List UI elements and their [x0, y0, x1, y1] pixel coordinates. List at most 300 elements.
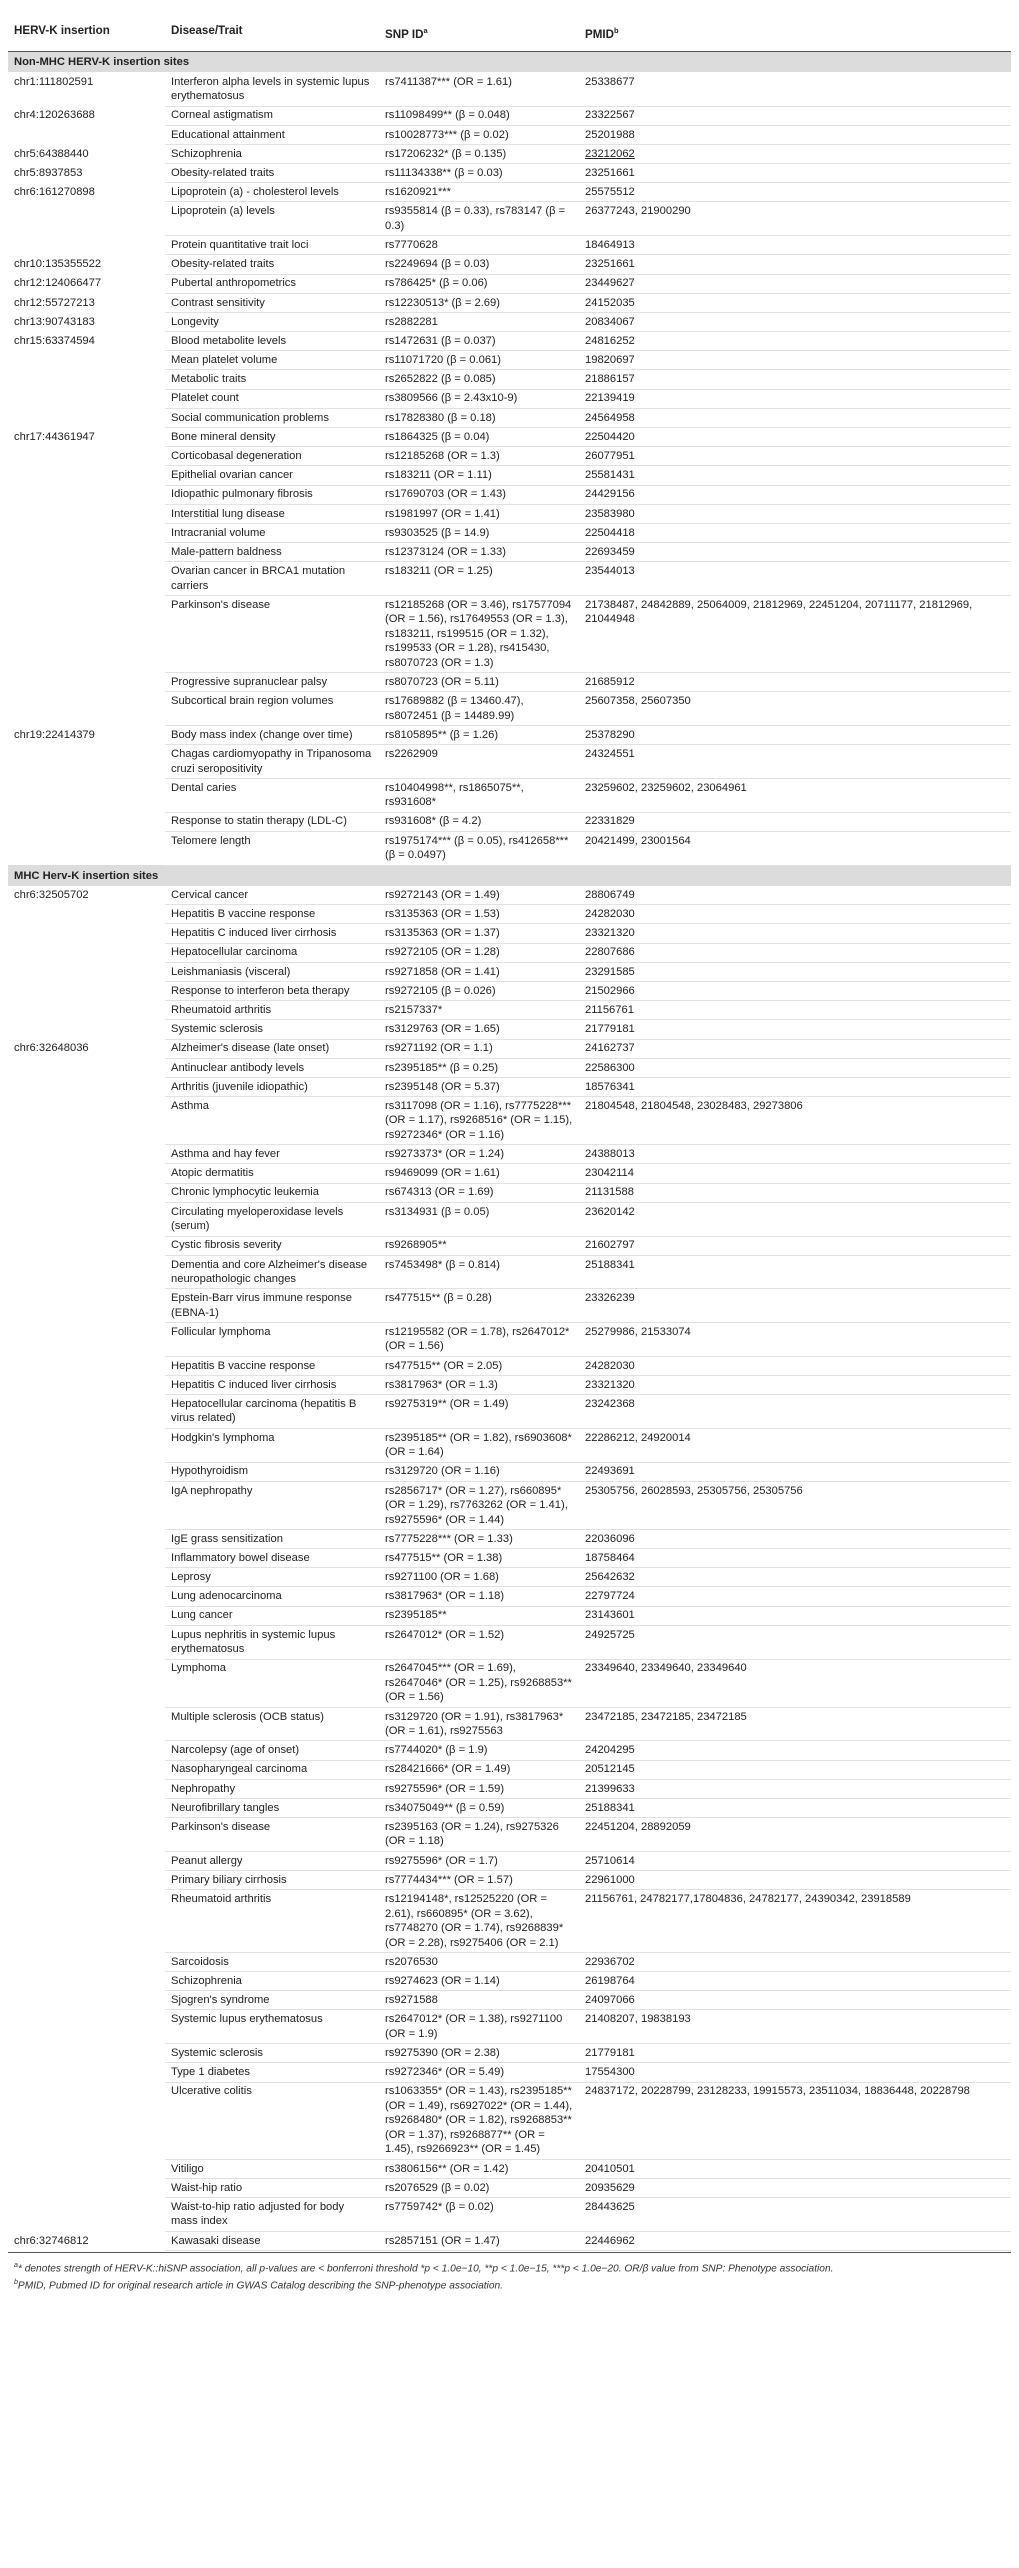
cell-pmid: 24204295 — [579, 1741, 1011, 1760]
cell-insertion — [8, 1851, 165, 1870]
cell-insertion: chr12:55727213 — [8, 293, 165, 312]
cell-pmid: 24282030 — [579, 1356, 1011, 1375]
cell-snp: rs12195582 (OR = 1.78), rs2647012* (OR = 1.56) — [379, 1323, 579, 1357]
cell-pmid: 22036096 — [579, 1529, 1011, 1548]
cell-insertion — [8, 596, 165, 673]
cell-disease: Follicular lymphoma — [165, 1323, 379, 1357]
cell-disease: Schizophrenia — [165, 1972, 379, 1991]
cell-snp: rs9274623 (OR = 1.14) — [379, 1972, 579, 1991]
cell-pmid: 21886157 — [579, 370, 1011, 389]
cell-pmid: 25642632 — [579, 1568, 1011, 1587]
cell-insertion: chr6:32505702 — [14, 888, 89, 901]
cell-insertion: chr5:64388440 — [8, 144, 165, 163]
table-row — [8, 1097, 1011, 1145]
cell-snp: rs9271858 (OR = 1.41) — [379, 962, 579, 981]
cell-insertion: chr1:111802591 — [14, 75, 94, 88]
cell-snp: rs3135363 (OR = 1.37) — [379, 924, 579, 943]
cell-insertion — [8, 485, 165, 504]
table-row — [8, 1323, 1011, 1357]
cell-pmid: 26077951 — [579, 447, 1011, 466]
cell-pmid: 23291585 — [579, 962, 1011, 981]
cell-snp: rs17690703 (OR = 1.43) — [379, 485, 579, 504]
cell-snp: rs7774434*** (OR = 1.57) — [379, 1871, 579, 1890]
table-row — [8, 1236, 1011, 1255]
cell-disease: Telomere length — [165, 831, 379, 865]
table-row — [8, 1481, 1011, 1529]
cell-disease: Epstein-Barr virus immune response (EBNA-1) — [165, 1289, 379, 1323]
table-row — [8, 2044, 1011, 2063]
cell-disease: Nephropathy — [165, 1779, 379, 1798]
cell-disease: Subcortical brain region volumes — [165, 692, 379, 726]
table-row — [8, 428, 1011, 447]
cell-pmid: 21131588 — [579, 1183, 1011, 1202]
cell-disease: Leprosy — [165, 1568, 379, 1587]
cell-snp: rs2647012* (OR = 1.38), rs9271100 (OR = 1.9) — [379, 2010, 579, 2044]
cell-insertion — [8, 466, 165, 485]
table-row — [8, 905, 1011, 924]
cell-snp: rs11098499** (β = 0.048) — [379, 106, 579, 125]
cell-disease: Response to statin therapy (LDL-C) — [165, 812, 379, 831]
cell-insertion — [8, 943, 165, 962]
cell-disease: Response to interferon beta therapy — [165, 981, 379, 1000]
table-row — [8, 202, 1011, 236]
table-row — [8, 596, 1011, 673]
cell-insertion — [8, 2159, 165, 2178]
table-row — [8, 1001, 1011, 1020]
cell-insertion — [8, 1952, 165, 1971]
cell-snp: rs11071720 (β = 0.061) — [379, 351, 579, 370]
cell-pmid: 25305756, 26028593, 25305756, 25305756 — [579, 1481, 1011, 1529]
cell-disease: Circulating myeloperoxidase levels (serum) — [165, 1202, 379, 1236]
table-row — [8, 293, 1011, 312]
cell-insertion: chr10:135355522 — [8, 255, 165, 274]
cell-snp: rs2652822 (β = 0.085) — [379, 370, 579, 389]
cell-pmid: 22286212, 24920014 — [579, 1428, 1011, 1462]
header-snp-footnote-mark: a — [423, 26, 428, 35]
cell-disease: Male-pattern baldness — [165, 543, 379, 562]
cell-pmid: 22504420 — [579, 428, 1011, 447]
table-row — [8, 485, 1011, 504]
cell-snp: rs9303525 (β = 14.9) — [379, 523, 579, 542]
cell-pmid: 22693459 — [579, 543, 1011, 562]
cell-insertion — [8, 2198, 165, 2232]
cell-disease: Multiple sclerosis (OCB status) — [165, 1707, 379, 1741]
cell-disease: Obesity-related traits — [165, 255, 379, 274]
cell-disease: Hepatitis C induced liver cirrhosis — [165, 1375, 379, 1394]
cell-pmid: 22797724 — [579, 1587, 1011, 1606]
cell-insertion — [8, 981, 165, 1000]
cell-disease: Dental caries — [165, 778, 379, 812]
cell-disease: Ovarian cancer in BRCA1 mutation carriers — [165, 562, 379, 596]
table-row — [8, 1356, 1011, 1375]
cell-disease: Schizophrenia — [165, 144, 379, 163]
cell-insertion — [8, 1145, 165, 1164]
section-title: MHC Herv-K insertion sites — [8, 865, 1011, 886]
cell-snp: rs2856717* (OR = 1.27), rs660895* (OR = 1.29), rs7763262 (OR = 1.41), rs9275596* (OR = 1.44) — [379, 1481, 579, 1529]
cell-snp: rs9272143 (OR = 1.49) — [379, 886, 579, 905]
cell-disease: Inflammatory bowel disease — [165, 1549, 379, 1568]
cell-snp: rs3806156** (OR = 1.42) — [379, 2159, 579, 2178]
table-row — [8, 1202, 1011, 1236]
cell-snp: rs7453498* (β = 0.814) — [379, 1255, 579, 1289]
cell-pmid: 20421499, 23001564 — [579, 831, 1011, 865]
cell-insertion — [8, 1760, 165, 1779]
cell-pmid: 24816252 — [579, 332, 1011, 351]
cell-pmid: 22446962 — [579, 2231, 1011, 2250]
table-row — [8, 778, 1011, 812]
cell-insertion — [8, 2044, 165, 2063]
cell-insertion — [8, 2063, 165, 2082]
cell-pmid: 25338677 — [579, 72, 1011, 106]
cell-disease: Leishmaniasis (visceral) — [165, 962, 379, 981]
cell-disease: Alzheimer's disease (late onset) — [165, 1039, 379, 1058]
cell-disease: Bone mineral density — [165, 428, 379, 447]
cell-snp: rs2157337* — [379, 1001, 579, 1020]
table-row — [8, 332, 1011, 351]
cell-snp: rs2857151 (OR = 1.47) — [379, 2231, 579, 2250]
cell-snp: rs931608* (β = 4.2) — [379, 812, 579, 831]
cell-snp: rs9268905** — [379, 1236, 579, 1255]
table-row — [8, 1659, 1011, 1707]
cell-disease: Educational attainment — [165, 125, 379, 144]
cell-snp: rs9271100 (OR = 1.68) — [379, 1568, 579, 1587]
cell-insertion — [8, 236, 165, 255]
cell-snp: rs9275596* (OR = 1.59) — [379, 1779, 579, 1798]
table-row — [8, 447, 1011, 466]
cell-pmid: 23212062 — [579, 144, 1011, 163]
footnote-a: $^a$* denotes strength of HERV-K::hiSNP association, all p-values are < bonferroni threshold *p < 1.0e−10, **p < 1.0e−15, ***p < 1.0e−20. OR/β value from SNP: Phenotype association. — [14, 2261, 834, 2275]
table-row — [8, 255, 1011, 274]
cell-insertion — [8, 1991, 165, 2010]
cell-snp: rs477515** (β = 0.28) — [379, 1289, 579, 1323]
cell-disease: Waist-to-hip ratio adjusted for body mass index — [165, 2198, 379, 2232]
cell-pmid: 22961000 — [579, 1871, 1011, 1890]
cell-disease: Waist-hip ratio — [165, 2178, 379, 2197]
table-row — [8, 1568, 1011, 1587]
cell-disease: Parkinson's disease — [165, 1818, 379, 1852]
table-row — [8, 389, 1011, 408]
cell-pmid: 20512145 — [579, 1760, 1011, 1779]
cell-snp: rs2647045*** (OR = 1.69), rs2647046* (OR = 1.25), rs9268853** (OR = 1.56) — [379, 1659, 579, 1707]
cell-snp: rs2395185** (OR = 1.82), rs6903608* (OR = 1.64) — [379, 1428, 579, 1462]
cell-insertion — [8, 1890, 165, 1953]
cell-insertion: chr6:161270898 — [8, 183, 165, 202]
cell-snp: rs1864325 (β = 0.04) — [379, 428, 579, 447]
cell-insertion — [8, 389, 165, 408]
cell-pmid: 23242368 — [579, 1395, 1011, 1429]
table-row — [8, 1952, 1011, 1971]
cell-snp: rs9469099 (OR = 1.61) — [379, 1164, 579, 1183]
cell-insertion — [8, 924, 165, 943]
cell-disease: Chagas cardiomyopathy in Tripanosoma cruzi seropositivity — [165, 745, 379, 779]
cell-snp: rs9275596* (OR = 1.7) — [379, 1851, 579, 1870]
cell-pmid: 24564958 — [579, 408, 1011, 427]
cell-pmid: 24388013 — [579, 1145, 1011, 1164]
cell-snp: rs183211 (OR = 1.11) — [379, 466, 579, 485]
table-row — [8, 1818, 1011, 1852]
cell-insertion — [8, 2178, 165, 2197]
table-row — [8, 1395, 1011, 1429]
cell-pmid: 24162737 — [579, 1039, 1011, 1058]
table-row — [8, 1707, 1011, 1741]
cell-snp: rs10028773*** (β = 0.02) — [379, 125, 579, 144]
cell-insertion: chr17:44361947 — [8, 428, 165, 447]
cell-disease: Asthma and hay fever — [165, 1145, 379, 1164]
cell-snp: rs2647012* (OR = 1.52) — [379, 1625, 579, 1659]
cell-insertion — [8, 1798, 165, 1817]
cell-pmid: 23326239 — [579, 1289, 1011, 1323]
cell-snp: rs2395185** (β = 0.25) — [379, 1058, 579, 1077]
cell-insertion — [8, 1183, 165, 1202]
cell-insertion: chr12:124066477 — [8, 274, 165, 293]
cell-disease: Rheumatoid arthritis — [165, 1001, 379, 1020]
cell-disease: Lung cancer — [165, 1606, 379, 1625]
table-row — [8, 1145, 1011, 1164]
table-row — [8, 1164, 1011, 1183]
cell-insertion — [8, 1077, 165, 1096]
table-row — [8, 2082, 1011, 2159]
cell-disease: IgA nephropathy — [165, 1481, 379, 1529]
table-row — [8, 183, 1011, 202]
table-row — [8, 1760, 1011, 1779]
cell-pmid: 23544013 — [579, 562, 1011, 596]
cell-snp: rs9271588 — [379, 1991, 579, 2010]
cell-insertion — [8, 543, 165, 562]
cell-insertion — [8, 1972, 165, 1991]
cell-disease: Type 1 diabetes — [165, 2063, 379, 2082]
cell-snp: rs7411387*** (OR = 1.61) — [379, 72, 579, 106]
cell-snp: rs183211 (OR = 1.25) — [379, 562, 579, 596]
cell-snp: rs3817963* (OR = 1.18) — [379, 1587, 579, 1606]
table-row — [8, 2178, 1011, 2197]
cell-insertion — [8, 831, 165, 865]
cell-disease: Blood metabolite levels — [165, 332, 379, 351]
cell-pmid: 24925725 — [579, 1625, 1011, 1659]
table-row — [8, 1779, 1011, 1798]
table-row — [8, 1529, 1011, 1548]
table-row — [8, 745, 1011, 779]
cell-snp: rs2262909 — [379, 745, 579, 779]
cell-snp: rs2249694 (β = 0.03) — [379, 255, 579, 274]
table-row — [8, 236, 1011, 255]
cell-pmid: 25188341 — [579, 1255, 1011, 1289]
table-row — [8, 1851, 1011, 1870]
cell-insertion — [8, 962, 165, 981]
cell-insertion — [8, 1462, 165, 1481]
table-footnotes — [8, 2252, 1011, 2293]
cell-disease: Pubertal anthropometrics — [165, 274, 379, 293]
cell-insertion — [8, 1395, 165, 1429]
table-row — [8, 673, 1011, 692]
cell-insertion — [8, 1625, 165, 1659]
cell-insertion — [8, 2010, 165, 2044]
cell-pmid: 22586300 — [579, 1058, 1011, 1077]
cell-insertion — [8, 1741, 165, 1760]
cell-insertion — [8, 1020, 165, 1039]
table-row — [8, 2198, 1011, 2232]
cell-snp: rs17689882 (β = 13460.47), rs8072451 (β = 14489.99) — [379, 692, 579, 726]
cell-snp: rs3129763 (OR = 1.65) — [379, 1020, 579, 1039]
table-row — [8, 726, 1011, 745]
cell-pmid: 25575512 — [579, 183, 1011, 202]
table-row — [8, 2010, 1011, 2044]
cell-insertion — [8, 1549, 165, 1568]
cell-disease: Neurofibrillary tangles — [165, 1798, 379, 1817]
cell-snp: rs786425* (β = 0.06) — [379, 274, 579, 293]
cell-pmid: 21738487, 24842889, 25064009, 21812969, 22451204, 20711177, 21812969, 21044948 — [579, 596, 1011, 673]
cell-pmid: 24097066 — [579, 1991, 1011, 2010]
table-row — [8, 466, 1011, 485]
cell-disease: Interstitial lung disease — [165, 504, 379, 523]
cell-insertion: chr4:120263688 — [8, 106, 165, 125]
table-row — [8, 981, 1011, 1000]
cell-snp: rs8105895** (β = 1.26) — [379, 726, 579, 745]
cell-snp: rs9355814 (β = 0.33), rs783147 (β = 0.3) — [379, 202, 579, 236]
cell-snp: rs2395148 (OR = 5.37) — [379, 1077, 579, 1096]
cell-pmid: 25279986, 21533074 — [579, 1323, 1011, 1357]
cell-pmid: 25581431 — [579, 466, 1011, 485]
cell-pmid: 18464913 — [579, 236, 1011, 255]
cell-insertion — [8, 1529, 165, 1548]
cell-disease: Systemic lupus erythematosus — [165, 2010, 379, 2044]
table-row — [8, 831, 1011, 865]
cell-disease: Mean platelet volume — [165, 351, 379, 370]
cell-disease: Cervical cancer — [165, 886, 379, 905]
cell-pmid: 24429156 — [579, 485, 1011, 504]
cell-disease: Hypothyroidism — [165, 1462, 379, 1481]
cell-disease: Lymphoma — [165, 1659, 379, 1707]
cell-pmid: 23251661 — [579, 164, 1011, 183]
table-row — [8, 1606, 1011, 1625]
cell-disease: Systemic sclerosis — [165, 1020, 379, 1039]
cell-pmid: 23349640, 23349640, 23349640 — [579, 1659, 1011, 1707]
cell-pmid: 21502966 — [579, 981, 1011, 1000]
table-row — [8, 1587, 1011, 1606]
cell-insertion — [8, 2082, 165, 2159]
cell-snp: rs12194148*, rs12525220 (OR = 2.61), rs660895* (OR = 3.62), rs7748270 (OR = 1.74), rs9268839* (OR = 2.28), rs9275406 (OR = 2.1) — [379, 1890, 579, 1953]
cell-disease: Hepatocellular carcinoma (hepatitis B virus related) — [165, 1395, 379, 1429]
cell-pmid: 22504418 — [579, 523, 1011, 542]
cell-disease: Metabolic traits — [165, 370, 379, 389]
cell-insertion — [8, 1097, 165, 1145]
cell-pmid: 24282030 — [579, 905, 1011, 924]
table-row — [8, 125, 1011, 144]
cell-pmid: 21804548, 21804548, 23028483, 29273806 — [579, 1097, 1011, 1145]
cell-disease: Systemic sclerosis — [165, 2044, 379, 2063]
cell-insertion — [8, 447, 165, 466]
cell-snp: rs7775228*** (OR = 1.33) — [379, 1529, 579, 1548]
cell-pmid: 28443625 — [579, 2198, 1011, 2232]
cell-snp: rs2076529 (β = 0.02) — [379, 2178, 579, 2197]
cell-disease: Primary biliary cirrhosis — [165, 1871, 379, 1890]
cell-insertion — [8, 351, 165, 370]
cell-insertion — [8, 673, 165, 692]
cell-disease: Corticobasal degeneration — [165, 447, 379, 466]
cell-insertion — [8, 1202, 165, 1236]
cell-disease: Kawasaki disease — [165, 2231, 379, 2250]
cell-snp: rs674313 (OR = 1.69) — [379, 1183, 579, 1202]
header-disease: Disease/Trait — [165, 2, 379, 52]
cell-disease: Progressive supranuclear palsy — [165, 673, 379, 692]
cell-disease: Nasopharyngeal carcinoma — [165, 1760, 379, 1779]
cell-insertion: chr6:32648036 — [8, 1039, 165, 1058]
cell-disease: Lipoprotein (a) - cholesterol levels — [165, 183, 379, 202]
table-row — [8, 1741, 1011, 1760]
cell-insertion: chr5:8937853 — [8, 164, 165, 183]
cell-disease: Idiopathic pulmonary fibrosis — [165, 485, 379, 504]
table-row — [8, 1058, 1011, 1077]
cell-snp: rs3135363 (OR = 1.53) — [379, 905, 579, 924]
table-row — [8, 274, 1011, 293]
cell-pmid: 22331829 — [579, 812, 1011, 831]
cell-pmid: 25201988 — [579, 125, 1011, 144]
cell-pmid: 21779181 — [579, 1020, 1011, 1039]
cell-pmid: 20935629 — [579, 2178, 1011, 2197]
cell-snp: rs3129720 (OR = 1.91), rs3817963* (OR = 1.61), rs9275563 — [379, 1707, 579, 1741]
cell-insertion — [8, 1606, 165, 1625]
cell-insertion — [8, 1707, 165, 1741]
table-row — [8, 312, 1011, 331]
cell-pmid: 21779181 — [579, 2044, 1011, 2063]
cell-snp: rs477515** (OR = 2.05) — [379, 1356, 579, 1375]
cell-pmid: 22936702 — [579, 1952, 1011, 1971]
cell-disease: Hepatitis B vaccine response — [165, 905, 379, 924]
cell-disease: Vitiligo — [165, 2159, 379, 2178]
cell-snp: rs477515** (OR = 1.38) — [379, 1549, 579, 1568]
table-header — [8, 2, 1011, 52]
cell-pmid: 18758464 — [579, 1549, 1011, 1568]
cell-disease: Platelet count — [165, 389, 379, 408]
cell-insertion — [8, 202, 165, 236]
cell-snp: rs2882281 — [379, 312, 579, 331]
cell-pmid: 23449627 — [579, 274, 1011, 293]
cell-pmid: 23143601 — [579, 1606, 1011, 1625]
cell-pmid: 23042114 — [579, 1164, 1011, 1183]
cell-insertion — [8, 408, 165, 427]
cell-snp: rs11134338** (β = 0.03) — [379, 164, 579, 183]
cell-disease: Narcolepsy (age of onset) — [165, 1741, 379, 1760]
cell-snp: rs2395185** — [379, 1606, 579, 1625]
cell-insertion — [8, 504, 165, 523]
cell-pmid: 22807686 — [579, 943, 1011, 962]
cell-insertion — [8, 1779, 165, 1798]
table-row — [8, 1255, 1011, 1289]
cell-disease: Dementia and core Alzheimer's disease neuropathologic changes — [165, 1255, 379, 1289]
cell-snp: rs7770628 — [379, 236, 579, 255]
table-row — [8, 1871, 1011, 1890]
cell-pmid: 21156761, 24782177,17804836, 24782177, 24390342, 23918589 — [579, 1890, 1011, 1953]
table-row — [8, 2159, 1011, 2178]
cell-pmid: 25710614 — [579, 1851, 1011, 1870]
cell-insertion — [8, 812, 165, 831]
table-row — [8, 812, 1011, 831]
cell-snp: rs2076530 — [379, 1952, 579, 1971]
header-pmid: PMID$^b$ — [579, 2, 1011, 52]
cell-snp: rs10404998**, rs1865075**, rs931608* — [379, 778, 579, 812]
header-insertion: HERV-K insertion — [8, 2, 165, 52]
cell-pmid: 21602797 — [579, 1236, 1011, 1255]
cell-insertion — [8, 778, 165, 812]
cell-disease: Antinuclear antibody levels — [165, 1058, 379, 1077]
cell-snp: rs17828380 (β = 0.18) — [379, 408, 579, 427]
cell-snp: rs3134931 (β = 0.05) — [379, 1202, 579, 1236]
cell-pmid: 23321320 — [579, 1375, 1011, 1394]
table-row — [8, 523, 1011, 542]
table-row — [8, 2063, 1011, 2082]
cell-insertion — [8, 1375, 165, 1394]
table-row — [8, 1183, 1011, 1202]
cell-snp: rs9275390 (OR = 2.38) — [379, 2044, 579, 2063]
